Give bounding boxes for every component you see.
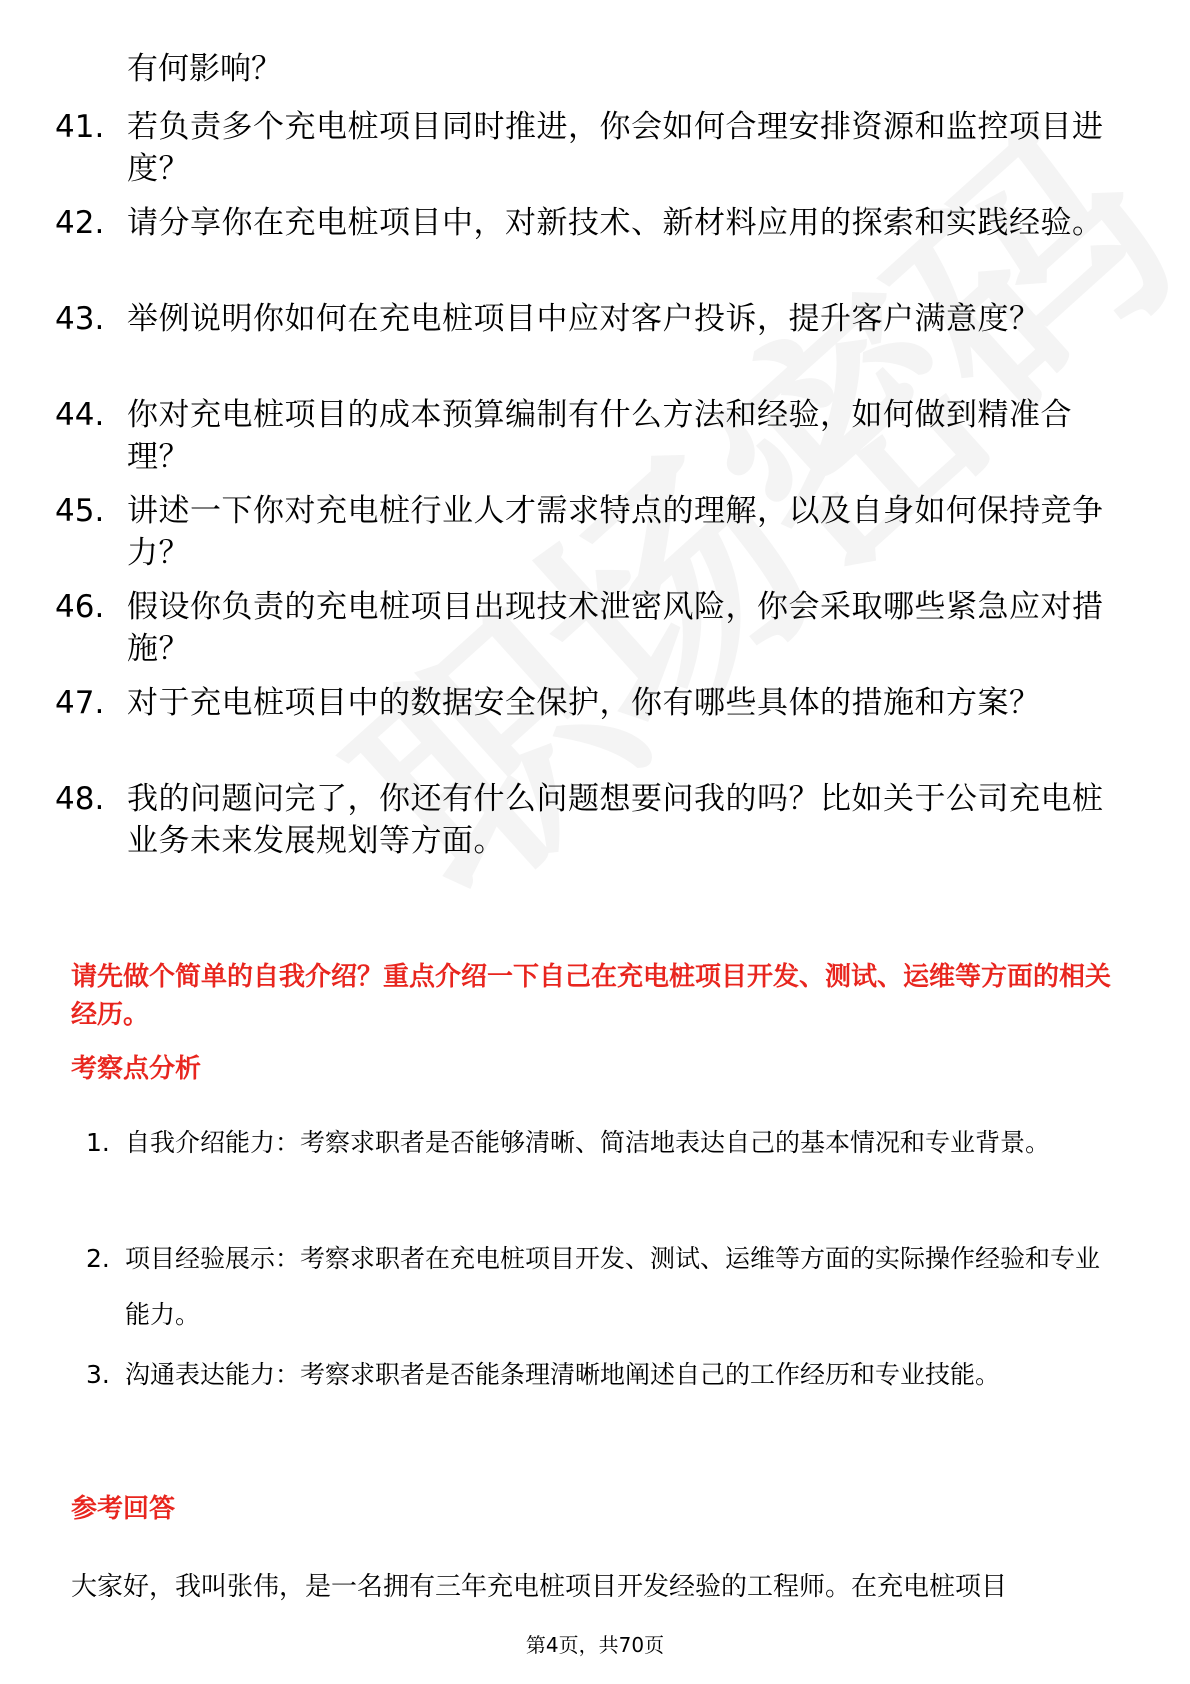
question-item [0,490,1190,580]
question-item [0,298,1190,388]
question-number: 47. [55,685,105,721]
question-number: 48. [55,781,105,817]
question-item [0,778,1190,868]
question-number: 46. [55,589,105,625]
analysis-number: 1. [86,1128,110,1157]
analysis-text: 项目经验展示：考察求职者在充电桩项目开发、测试、运维等方面的实际操作经验和专业能力。 [125,1244,1101,1329]
question-item [0,682,1190,772]
question-number: 43. [55,301,105,337]
page-footer: 第4页，共70页 [525,1633,665,1657]
analysis-number: 3. [86,1360,110,1389]
question-text: 若负责多个充电桩项目同时推进，你会如何合理安排资源和监控项目进度？ [127,109,1104,187]
question-item [0,586,1190,676]
answer-paragraph: 大家好，我叫张伟，是一名拥有三年充电桩项目开发经验的工程师。在充电桩项目 [71,1572,1008,1602]
question-text: 对于充电桩项目中的数据安全保护，你有哪些具体的措施和方案？ [127,685,1041,721]
question-text: 你对充电桩项目的成本预算编制有什么方法和经验，如何做到精准合理？ [127,397,1072,475]
question-text: 讲述一下你对充电桩行业人才需求特点的理解，以及自身如何保持竞争力？ [127,493,1104,571]
question-text: 假设你负责的充电桩项目出现技术泄密风险，你会采取哪些紧急应对措施？ [127,589,1104,667]
question-item [0,394,1190,484]
answer-heading: 参考回答 [71,1494,176,1524]
question-number: 41. [55,109,105,145]
featured-question: 请先做个简单的自我介绍？重点介绍一下自己在充电桩项目开发、测试、运维等方面的相关经历。 [71,962,1112,1030]
question-number: 42. [55,205,105,241]
analysis-heading: 考察点分析 [71,1054,202,1084]
question-item [0,202,1190,292]
question-item [0,106,1190,196]
analysis-text: 自我介绍能力：考察求职者是否能够清晰、简洁地表达自己的基本情况和专业背景。 [125,1128,1051,1157]
question-text: 举例说明你如何在充电桩项目中应对客户投诉，提升客户满意度？ [127,301,1041,337]
question-text: 我的问题问完了，你还有什么问题想要问我的吗？比如关于公司充电桩业务未来发展规划等方面。 [127,781,1104,859]
continuation-text: 有何影响？ [127,51,282,87]
question-text: 请分享你在充电桩项目中，对新技术、新材料应用的探索和实践经验。 [127,205,1104,241]
question-number: 45. [55,493,105,529]
analysis-text: 沟通表达能力：考察求职者是否能条理清晰地阐述自己的工作经历和专业技能。 [125,1360,1001,1389]
question-number: 44. [55,397,105,433]
analysis-number: 2. [86,1244,110,1273]
